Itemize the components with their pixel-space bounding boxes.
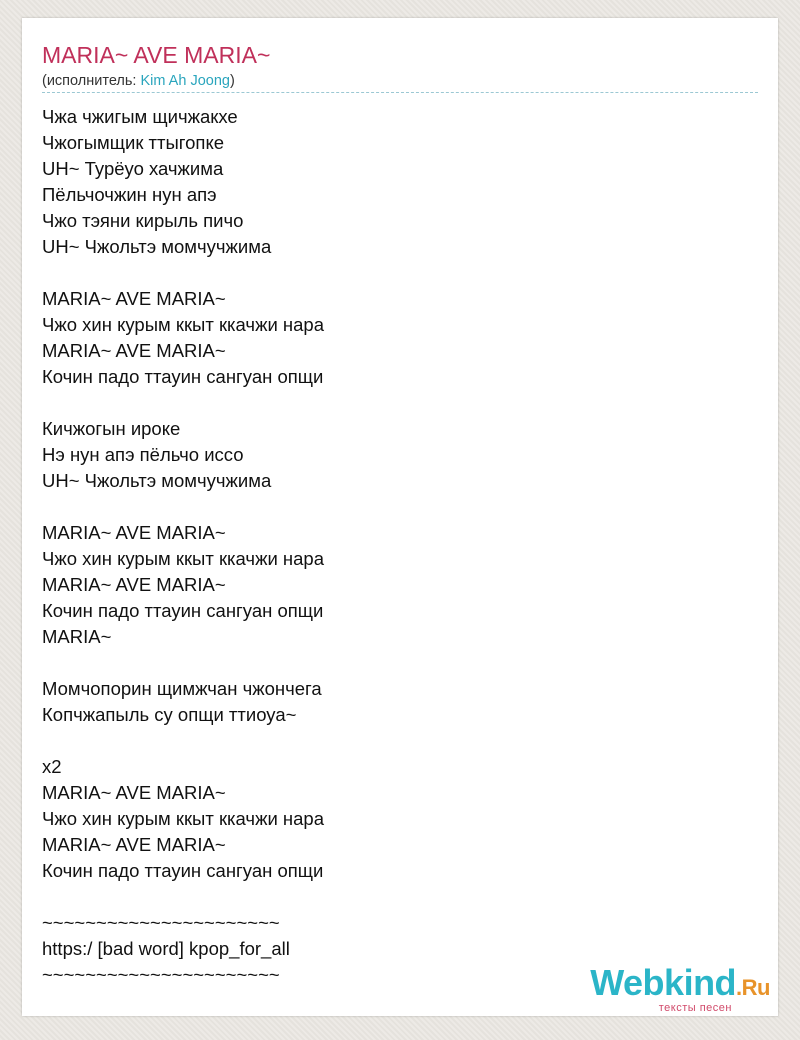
- webkind-logo[interactable]: [590, 962, 770, 1014]
- song-title: MARIA~ AVE MARIA~: [42, 42, 271, 68]
- lyric-line: Пёльчочжин нун апэ: [42, 184, 217, 205]
- lyric-line: Копчжапыль су опщи ттиоуа~: [42, 704, 297, 725]
- lyric-line: Кочин падо ттауин сангуан опщи: [42, 860, 324, 881]
- performer-prefix: (исполнитель:: [42, 73, 141, 89]
- lyric-line: Чжо тэяни кирыль пичо: [42, 210, 244, 231]
- lyrics-text: [42, 104, 324, 988]
- lyric-line: Чжо хин курым ккыт ккачжи нара: [42, 314, 325, 335]
- lyric-line: https:/ [bad word] kpop_for_all: [42, 938, 290, 959]
- lyric-line: MARIA~ AVE MARIA~: [42, 522, 226, 543]
- lyric-line: MARIA~ AVE MARIA~: [42, 834, 226, 855]
- lyric-line: UH~ Чжольтэ момчучжима: [42, 236, 272, 257]
- performer-suffix: ): [229, 73, 235, 89]
- lyric-line: Чжо хин курым ккыт ккачжи нара: [42, 808, 325, 829]
- lyric-line: MARIA~ AVE MARIA~: [42, 340, 226, 361]
- lyric-line: Нэ нун апэ пёльчо иссо: [42, 444, 244, 465]
- lyric-blank-line: [42, 390, 324, 416]
- lyric-blank-line: [42, 650, 324, 676]
- lyric-line: ~~~~~~~~~~~~~~~~~~~~~~: [42, 964, 280, 985]
- lyric-blank-line: [42, 884, 324, 910]
- logo-tagline: тексты песен: [658, 1002, 732, 1014]
- lyric-line: x2: [42, 756, 62, 777]
- performer-link[interactable]: Kim Ah Joong: [140, 73, 230, 89]
- logo-wordmark: [590, 962, 770, 1006]
- lyric-line: MARIA~ AVE MARIA~: [42, 288, 226, 309]
- lyric-line: MARIA~ AVE MARIA~: [42, 574, 226, 595]
- title-divider: [42, 92, 758, 93]
- lyric-line: Чжо хин курым ккыт ккачжи нара: [42, 548, 325, 569]
- performer-line: [42, 73, 235, 89]
- lyric-line: MARIA~: [42, 626, 112, 647]
- lyric-blank-line: [42, 728, 324, 754]
- lyric-line: Кочин падо ттауин сангуан опщи: [42, 600, 324, 621]
- lyrics-card: [22, 18, 778, 1016]
- lyric-line: UH~ Турёуо хачжима: [42, 158, 224, 179]
- lyric-line: Момчопорин щимжчан чжончега: [42, 678, 322, 699]
- lyric-blank-line: [42, 494, 324, 520]
- logo-name: Webkind: [590, 962, 737, 1003]
- lyric-line: Чжогымщик ттыгопке: [42, 132, 225, 153]
- lyric-line: UH~ Чжольтэ момчучжима: [42, 470, 272, 491]
- lyric-line: Кочин падо ттауин сангуан опщи: [42, 366, 324, 387]
- lyric-line: Чжа чжигым щичжакхе: [42, 106, 238, 127]
- lyric-line: Кичжогын ироке: [42, 418, 181, 439]
- lyric-line: ~~~~~~~~~~~~~~~~~~~~~~: [42, 912, 280, 933]
- lyric-line: MARIA~ AVE MARIA~: [42, 782, 226, 803]
- lyric-blank-line: [42, 260, 324, 286]
- logo-tld: .Ru: [736, 975, 770, 1000]
